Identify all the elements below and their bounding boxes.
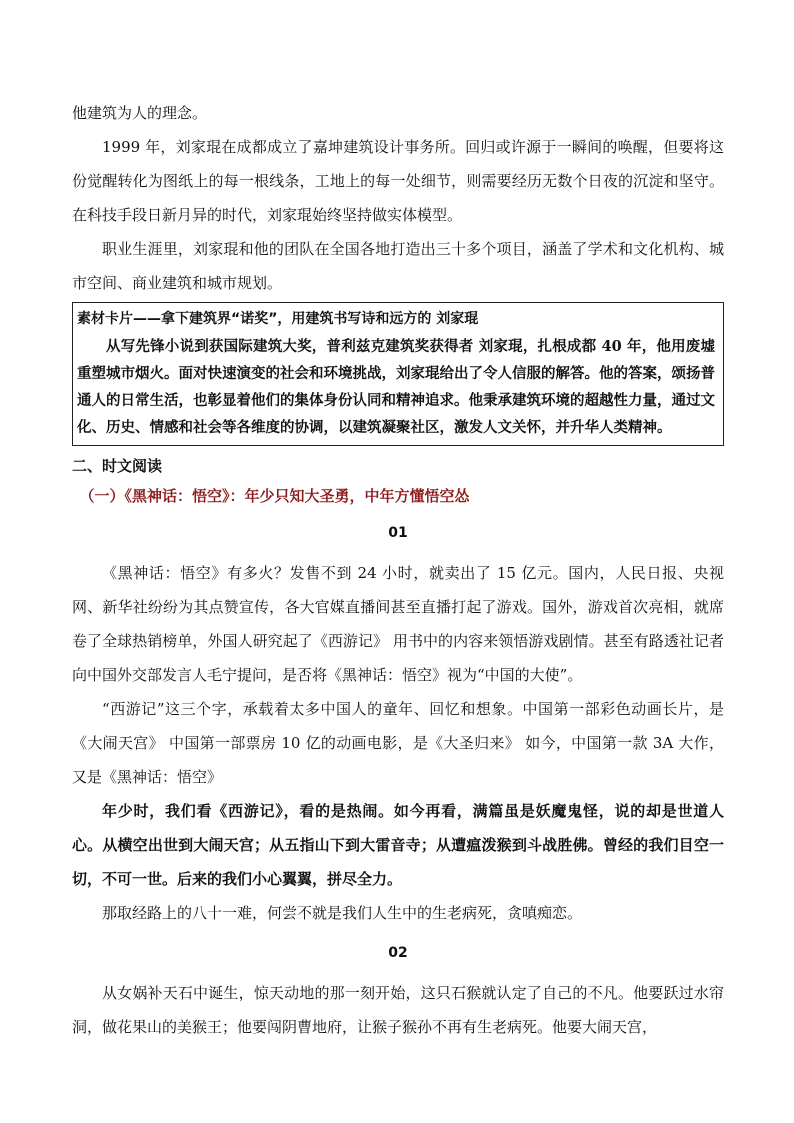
material-card: [72, 302, 724, 446]
section-title: 二、时文阅读: [72, 457, 163, 475]
paragraph: 从女娲补天石中诞生，惊天动地的那一刻开始，这只石猴就认定了自己的不凡。他要跃过水帘洞，做花果山的美猴王；他要闯阴曹地府，让猴子猴孙不再有生老病死。他要大闹天宫，: [72, 984, 724, 1036]
subsection-title: （一）《黑神话：悟空》：年少只知大圣勇，中年方懂悟空怂: [79, 487, 470, 505]
part-number: 01: [388, 525, 408, 541]
card-text: 从写先锋小说到获国际建筑大奖，普利兹克建筑奖获得者 刘家琨，扎根成都 40 年，他用废墟重塑城市烟火。面对快速演变的社会和环境挑战，刘家琨给出了令人信服的解答。他的答案，颂扬普通人的日常生活，也彰显着他们的集体身份认同和精神追求。他秉承建筑环境的超越性力量，通过文化、历史、情感和社会等各维度的协调，以建筑凝聚社区，激发人文关怀，并升华人类精神。: [77, 338, 715, 436]
paragraph: 他建筑为人的理念。: [72, 104, 208, 122]
paragraph-emphasis: 年少时，我们看《西游记》，看的是热闹。如今再看，满篇虽是妖魔鬼怪，说的却是世道人心。从横空出世到大闹天宫；从五指山下到大雷音寺；从遭瘟泼猴到斗战胜佛。曾经的我们目空一切，不可一世。后来的我们小心翼翼，拼尽全力。: [72, 802, 724, 888]
document-page: [72, 96, 724, 1044]
paragraph: 职业生涯里，刘家琨和他的团队在全国各地打造出三十多个项目，涵盖了学术和文化机构、城市空间、商业建筑和城市规划。: [72, 240, 724, 292]
paragraph: 1999 年，刘家琨在成都成立了嘉坤建筑设计事务所。回归或许源于一瞬间的唤醒，但要将这份觉醒转化为图纸上的每一根线条，工地上的每一处细节，则需要经历无数个日夜的沉淀和坚守。在科技手段日新月异的时代，刘家琨始终坚持做实体模型。: [72, 138, 724, 224]
part-number: 02: [388, 945, 408, 961]
paragraph: 那取经路上的八十一难，何尝不就是我们人生中的生老病死，贪嗔痴恋。: [102, 904, 583, 922]
paragraph: 《黑神话：悟空》有多火？发售不到 24 小时，就卖出了 15 亿元。国内，人民日报、央视网、新华社纷纷为其点赞宣传，各大官媒直播间甚至直播打起了游戏。国外，游戏首次亮相，就席卷了全球热销榜单，外国人研究起了《西游记》 用书中的内容来领悟游戏剧情。甚至有路透社记者向中国外交部发言人毛宁提问，是否将《黑神话：悟空》视为“中国的大使”。: [72, 564, 724, 684]
card-body: [77, 333, 715, 441]
card-title: 素材卡片——拿下建筑界“诺奖”，用建筑书写诗和远方的 刘家琨: [77, 311, 479, 327]
paragraph: “西游记”这三个字，承载着太多中国人的童年、回忆和想象。中国第一部彩色动画长片，是《大闹天宫》 中国第一部票房 10 亿的动画电影，是《大圣归来》 如今，中国第一款 3A 大作，又是《黑神话：悟空》: [72, 700, 724, 786]
